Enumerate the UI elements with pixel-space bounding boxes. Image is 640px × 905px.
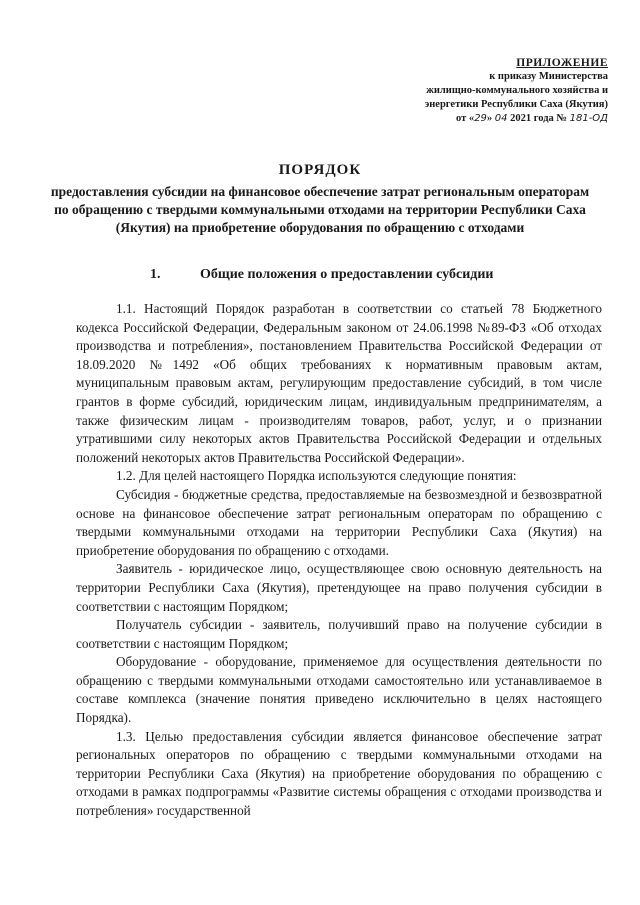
section-number: 1. xyxy=(150,267,161,282)
definition-equipment: Оборудование - оборудование, применяемое для осуществления деятельности по обращению с твердыми коммунальными отходами самостоятельно или устанавливаемое в составе комплекса (значение понятия приведено исключительно в целях настоящего Порядка). xyxy=(76,654,602,726)
section-heading xyxy=(150,267,590,283)
annex-date-line xyxy=(348,112,608,126)
document-title: ПОРЯДОК xyxy=(278,162,362,178)
section-title: Общие положения о предоставлении субсидии xyxy=(200,267,494,282)
paragraph-1-1: 1.1. Настоящий Порядок разработан в соответствии со статьей 78 Бюджетного кодекса Российской Федерации, Федеральным законом от 24.06.1998 №89-ФЗ «Об отходах производства и потребления», постановлением Правительства Российской Федерации от 18.09.2020 №1492 «Об общих требованиях к нормативным правовым актам, муниципальным правовым актам, регулирующим предоставление субсидий, в том числе грантов в форме субсидий, юридическим лицам, индивидуальным предпринимателям, а также физическим лицам - производителям товаров, работ, услуг, и о признании утратившими силу некоторых актов Правительства Российской Федерации и отдельных положений некоторых актов Правительства Российской Федерации». xyxy=(76,301,602,465)
date-month: 04 xyxy=(494,113,508,124)
date-prefix: от « xyxy=(456,113,475,124)
annex-line-3: энергетики Республики Саха (Якутия) xyxy=(424,99,608,110)
annex-line-1: к приказу Министерства xyxy=(489,71,608,82)
document-heading xyxy=(50,162,590,237)
order-number: 181-ОД xyxy=(569,113,608,124)
definition-recipient: Получатель субсидии - заявитель, получивший право на получение субсидии в соответствии с настоящим Порядком; xyxy=(76,617,602,651)
annex-title: ПРИЛОЖЕНИЕ xyxy=(516,57,608,69)
paragraph-1-3: 1.3. Целью предоставления субсидии является финансовое обеспечение затрат региональных операторов по обращению с твердыми коммунальными отходами на территории Республики Саха (Якутия) на приобретение оборудования по обращению с отходами в рамках подпрограммы «Развитие системы обращения с отходами производства и потребления» государственной xyxy=(76,728,602,819)
annex-block xyxy=(348,56,608,126)
annex-line-2: жилищно-коммунального хозяйства и xyxy=(426,85,608,96)
date-sep: » xyxy=(486,113,495,124)
date-year: 2021 года № xyxy=(507,113,570,124)
document-subtitle: предоставления субсидии на финансовое обеспечение затрат региональным операторам по обращению с твердыми коммунальными отходами на территории Республики Саха (Якутия) на приобретение оборудования по обращению с отходами xyxy=(50,184,590,235)
definition-subsidy: Субсидия - бюджетные средства, предоставляемые на безвозмездной и безвозвратной основе на финансовое обеспечение затрат региональным операторам по обращению с твердыми коммунальными отходами на территории Республики Саха (Якутия) на приобретение оборудования по обращению с отходами. xyxy=(76,486,602,558)
date-day: 29 xyxy=(474,113,487,124)
document-body xyxy=(76,300,602,821)
definition-applicant: Заявитель - юридическое лицо, осуществляющее свою основную деятельность на территории Республики Саха (Якутия), претендующее на право получения субсидии в соответствии с настоящим Порядком; xyxy=(76,561,602,614)
paragraph-1-2: 1.2. Для целей настоящего Порядка используются следующие понятия: xyxy=(116,468,517,484)
